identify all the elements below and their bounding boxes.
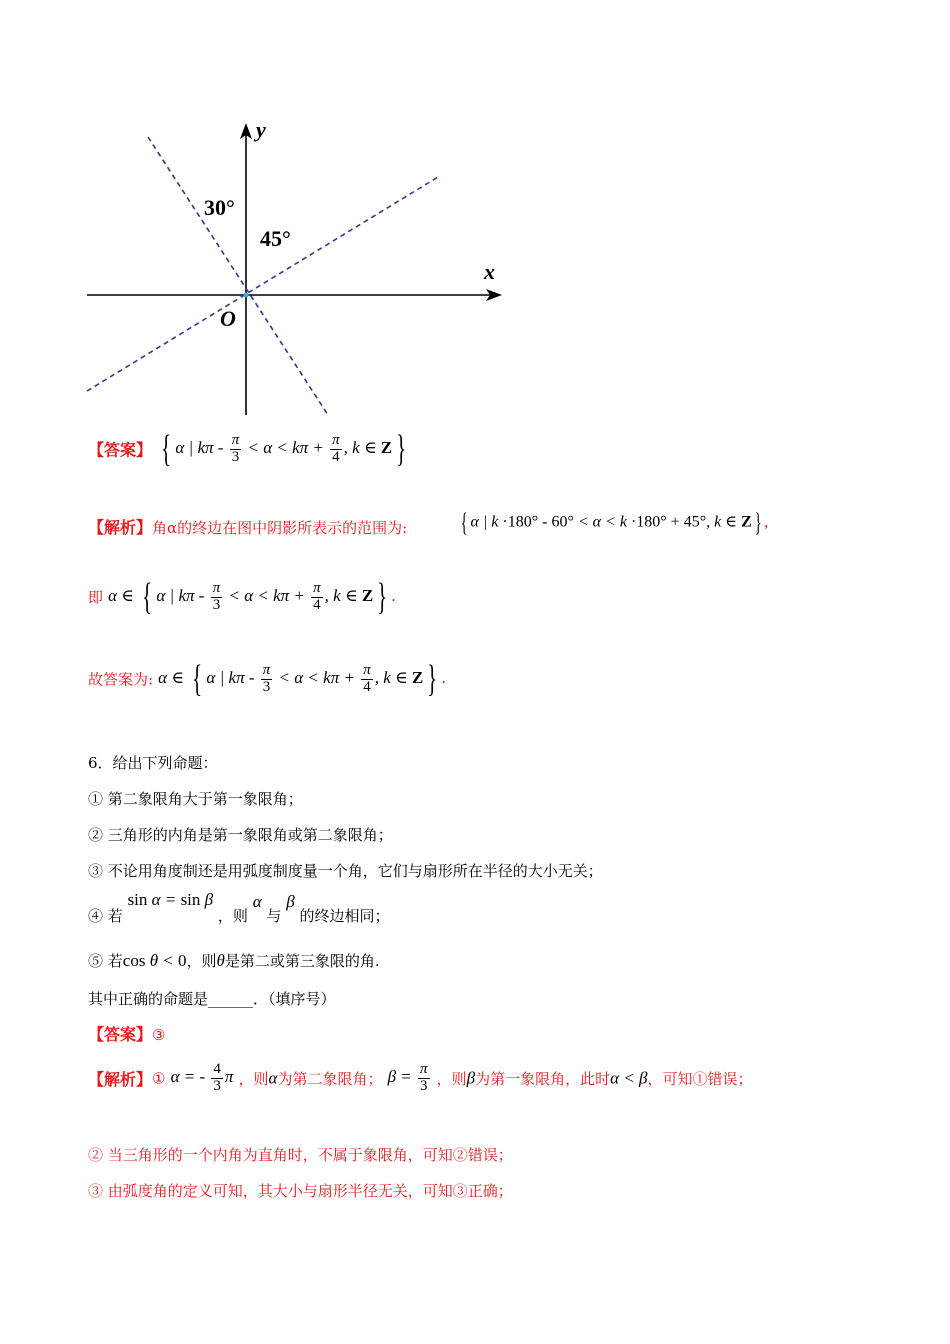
q6-title: 6．给出下列命题：	[88, 754, 218, 772]
q6-analysis-1: 【解析】① α = - $\frac{4}{3}$ π ，则α为第二象限角； β = $\frac{\pi}{3}$ ，则β为第一象限角，此时α < β，可知①错误；	[88, 1061, 753, 1094]
sin-equation: sin α = sin β	[127, 890, 214, 909]
therefore-expression: α ∈ { α | kπ - $\frac{\pi}{3}$ < α < kπ + $\frac{\pi}{4}$ , k ∈ Z } .	[158, 658, 446, 700]
q6-item-1: ① 第二象限角大于第一象限角；	[88, 790, 303, 808]
q6-item-5: ⑤ 若cos θ < 0，则θ是第二或第三象限的角.	[88, 951, 380, 970]
q5-analysis	[88, 515, 407, 538]
analysis-text: 角α的终边在图中阴影所表示的范围为:	[152, 519, 408, 537]
answer-tag: 【答案】	[88, 440, 153, 460]
therefore-label: 故答案为:	[88, 670, 154, 689]
analysis-tag: 【解析】	[88, 1069, 153, 1089]
q6-item-4: ④ 若 sin α = sin β ，则 α 与 β 的终边相同；	[88, 890, 390, 925]
x-label: x	[484, 259, 495, 284]
angle-figure	[80, 115, 520, 425]
origin-point	[244, 293, 249, 298]
analysis-tag: 【解析】	[88, 518, 153, 537]
answer-expression: { α | kπ - $\frac{\pi}{3}$ < α < kπ + $\frac{\pi}{4}$ , k ∈ Z }	[161, 428, 407, 470]
ji-label: 即	[88, 588, 104, 607]
angle-45-label: 45°	[260, 226, 291, 251]
q5-ji-line	[88, 578, 396, 616]
q6-analysis-2: ② 当三角形的一个内角为直角时，不属于象限角，可知②错误；	[88, 1146, 513, 1164]
q6-question: 其中正确的命题是______．（填序号）	[88, 990, 336, 1008]
q6-item-3: ③ 不论用角度制还是用弧度制度量一个角，它们与扇形所在半径的大小无关；	[88, 862, 603, 880]
q6-item-2: ② 三角形的内角是第一象限角或第二象限角；	[88, 826, 393, 844]
answer-tag: 【答案】	[88, 1025, 153, 1044]
q6-answer	[88, 1022, 165, 1045]
q5-answer	[88, 430, 410, 468]
cos-inequality: cos θ < 0	[122, 951, 187, 970]
terminal-line-30	[148, 137, 328, 415]
angle-30-label: 30°	[204, 195, 235, 220]
q5-therefore-line	[88, 660, 446, 698]
answer-value: ③	[152, 1026, 166, 1044]
terminal-line-45	[87, 177, 438, 391]
ji-expression: α ∈ { α | kπ - $\frac{\pi}{3}$ < α < kπ + $\frac{\pi}{4}$ , k ∈ Z } .	[108, 576, 396, 618]
origin-label: O	[220, 306, 236, 331]
q5-analysis-expression: { α | k ·180° - 60° < α < k ·180° + 45°, k ∈ Z } ,	[460, 508, 769, 537]
q6-analysis-3: ③ 由弧度角的定义可知，其大小与扇形半径无关，可知③正确；	[88, 1182, 513, 1200]
y-label: y	[256, 117, 266, 142]
